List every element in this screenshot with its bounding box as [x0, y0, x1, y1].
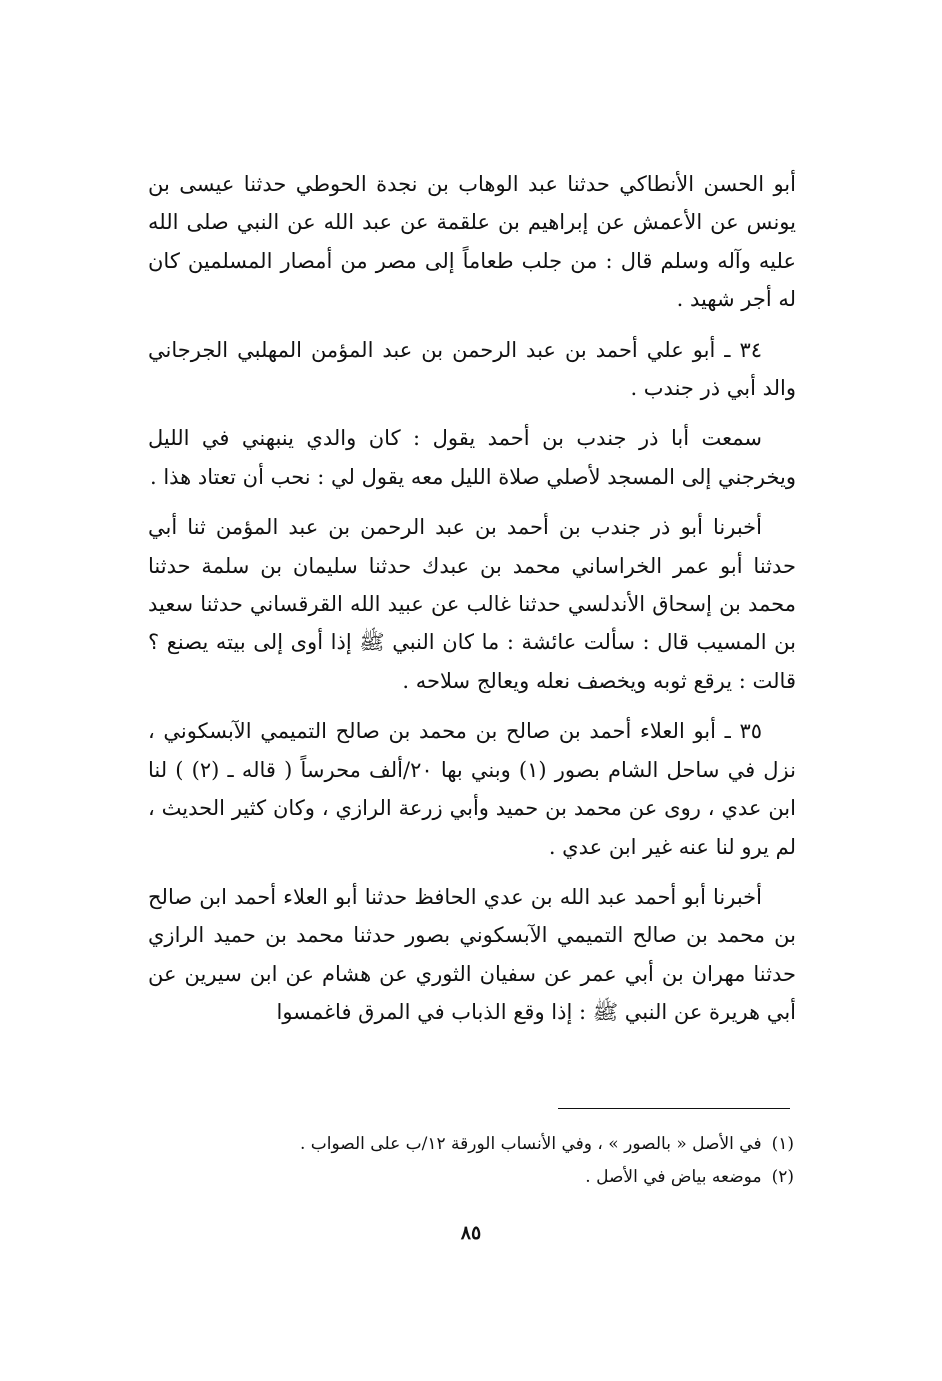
- footnote-1: [148, 1128, 794, 1161]
- paragraph: سمعت أبا ذر جندب بن أحمد يقول : كان والدي ينبهني في الليل ويخرجني إلى المسجد لأصلي صلاة الليل معه يقول لي : نحب أن تعتاد هذا .: [148, 426, 796, 489]
- footnote-number: (١): [771, 1134, 794, 1154]
- footnote-text: موضعه بياض في الأصل .: [585, 1167, 762, 1187]
- footnote-separator: [558, 1108, 790, 1109]
- footnote-2: [148, 1161, 794, 1194]
- main-text: [148, 165, 796, 1044]
- footnotes: [148, 1128, 794, 1194]
- footnote-text: في الأصل « بالصور » ، وفي الأنساب الورقة ١٢/ب على الصواب .: [299, 1134, 762, 1154]
- paragraph: أخبرنا أبو ذر جندب بن أحمد بن عبد الرحمن بن عبد المؤمن ثنا أبي حدثنا أبو عمر الخراساني محمد بن عبدك حدثنا سليمان بن سلمة حدثنا محمد بن إسحاق الأندلسي حدثنا غالب عن عبيد الله القرقساني حدثنا سعيد بن المسيب قال : سألت عائشة : ما كان النبي ﷺ إذا أوى إلى بيته يصنع ؟ قالت : يرقع ثوبه ويخصف نعله ويعالج سلاحه .: [148, 515, 796, 693]
- page-number: ٨٥: [460, 1222, 482, 1244]
- paragraph-entry-35: ٣٥ ـ أبو العلاء أحمد بن صالح بن محمد بن صالح التميمي الآبسكوني ، نزل في ساحل الشام بصور (١) وبني بها ٢٠/ألف محرساً ( قاله ـ (٢) ) لنا ابن عدي ، روى عن محمد بن حميد وأبي زرعة الرازي ، وكان كثير الحديث ، لم يرو لنا عنه غير ابن عدي .: [148, 719, 796, 859]
- paragraph-entry-34: ٣٤ ـ أبو علي أحمد بن عبد الرحمن بن عبد المؤمن المهلبي الجرجاني والد أبي ذر جندب .: [148, 337, 796, 401]
- paragraph: أخبرنا أبو أحمد عبد الله بن عدي الحافظ حدثنا أبو العلاء أحمد ابن صالح بن محمد بن صالح التميمي الآبسكوني بصور حدثنا محمد بن حميد الرازي حدثنا مهران بن أبي عمر عن سفيان الثوري عن هشام عن ابن سيرين عن أبي هريرة عن النبي ﷺ : إذا وقع الذباب في المرق فاغمسوا: [148, 884, 796, 1025]
- footnote-number: (٢): [771, 1167, 794, 1187]
- paragraph: أبو الحسن الأنطاكي حدثنا عبد الوهاب بن نجدة الحوطي حدثنا عيسى بن يونس عن الأعمش عن إبراهيم بن علقمة عن عبد الله عن النبي صلى الله عليه وآله وسلم قال : من جلب طعاماً إلى مصر من أمصار المسلمين كان له أجر شهيد .: [148, 172, 796, 312]
